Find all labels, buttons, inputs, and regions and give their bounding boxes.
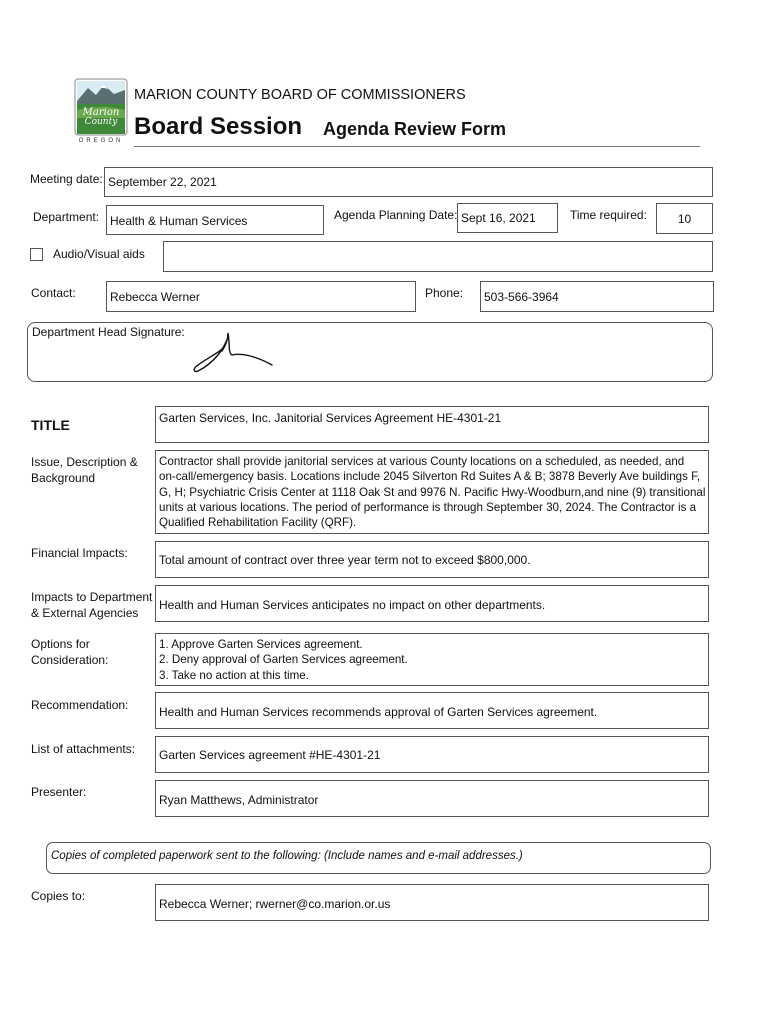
impacts-label-line2: & External Agencies	[31, 606, 139, 620]
issue-field[interactable]	[155, 450, 709, 534]
options-label-line1: Options for	[31, 637, 90, 651]
meeting-date-field[interactable]	[104, 167, 713, 197]
options-text	[159, 637, 705, 683]
time-required-value: 10	[677, 212, 692, 226]
impacts-label	[31, 590, 152, 621]
options-field[interactable]	[155, 633, 709, 686]
phone-value: 503-566-3964	[484, 290, 559, 304]
impacts-label-line1: Impacts to Department	[31, 590, 153, 604]
issue-line: units at various locations. The period of performance is through September 30, 2024. The Contractor is a	[159, 500, 697, 514]
options-label-line2: Consideration:	[31, 653, 109, 667]
option-item: 1. Approve Garten Services agreement.	[159, 638, 363, 651]
phone-label: Phone:	[425, 286, 464, 300]
header-divider	[134, 146, 700, 147]
department-field[interactable]	[106, 205, 324, 235]
financial-label: Financial Impacts:	[31, 546, 128, 560]
presenter-label: Presenter:	[31, 785, 87, 799]
meeting-date-label: Meeting date:	[30, 172, 103, 186]
attachments-field[interactable]	[155, 736, 709, 773]
issue-label-line2: Background	[31, 471, 96, 485]
copies-note-text: Copies of completed paperwork sent to the following: (Include names and e-mail addresses.)	[51, 850, 523, 862]
av-field[interactable]	[163, 241, 713, 272]
option-item: 2. Deny approval of Garten Services agreement.	[159, 653, 408, 667]
contact-value: Rebecca Werner	[110, 290, 200, 304]
form-title-sub: Agenda Review Form	[323, 119, 507, 139]
impacts-field[interactable]	[155, 585, 709, 622]
presenter-value: Ryan Matthews, Administrator	[159, 793, 319, 807]
copies-note-box	[46, 842, 711, 874]
recommendation-field[interactable]	[155, 692, 709, 729]
title-value: Garten Services, Inc. Janitorial Services Agreement HE-4301-21	[159, 411, 502, 425]
title-section-label: TITLE	[31, 417, 70, 433]
issue-line: Qualified Rehabilitation Facility (QRF).	[159, 516, 357, 530]
copies-value: Rebecca Werner; rwerner@co.marion.or.us	[159, 897, 391, 911]
planning-date-field[interactable]	[457, 203, 558, 233]
logo-state-text: OREGON	[78, 138, 124, 144]
attachments-value: Garten Services agreement #HE-4301-21	[159, 748, 381, 762]
issue-label	[31, 455, 138, 486]
phone-field[interactable]	[480, 281, 714, 312]
department-label: Department:	[33, 210, 100, 224]
meeting-date-value: September 22, 2021	[108, 175, 217, 189]
copies-label: Copies to:	[31, 889, 86, 903]
department-value: Health & Human Services	[110, 214, 248, 228]
signature-box[interactable]	[27, 322, 713, 382]
org-name: MARION COUNTY BOARD OF COMMISSIONERS	[134, 87, 466, 103]
issue-label-line1: Issue, Description &	[31, 455, 138, 469]
logo-text-line2: County	[84, 117, 118, 127]
contact-label: Contact:	[31, 286, 76, 300]
attachments-label: List of attachments:	[31, 742, 136, 756]
time-required-label: Time required:	[570, 208, 647, 222]
presenter-field[interactable]	[155, 780, 709, 817]
recommendation-label: Recommendation:	[31, 698, 129, 712]
financial-value: Total amount of contract over three year term not to exceed $800,000.	[159, 553, 531, 567]
time-required-field[interactable]	[656, 203, 713, 234]
logo-text-line1: Marion	[82, 107, 120, 118]
signature-label: Department Head Signature:	[32, 325, 185, 339]
issue-line: on-call/emergency basis. Locations include 2045 Silverton Rd Suites A & B; 3878 Beverly Ave buildings F,	[159, 470, 701, 484]
av-checkbox[interactable]	[30, 248, 43, 261]
issue-line: Contractor shall provide janitorial services at various County locations on a scheduled, as needed, and	[159, 455, 685, 468]
copies-field[interactable]	[155, 884, 709, 921]
impacts-value: Health and Human Services anticipates no impact on other departments.	[159, 598, 546, 612]
contact-field[interactable]	[106, 281, 416, 312]
planning-date-label: Agenda Planning Date:	[334, 208, 458, 222]
title-field[interactable]	[155, 406, 709, 443]
recommendation-value: Health and Human Services recommends approval of Garten Services agreement.	[159, 705, 598, 719]
options-label	[31, 637, 108, 668]
signature-scribble	[188, 329, 298, 379]
issue-text	[159, 454, 705, 530]
issue-line: G, H; Psychiatric Crisis Center at 1118 Oak St and 9976 N. Pacific Hwy-Woodburn,and nine (9) transitional	[159, 485, 706, 499]
planning-date-value: Sept 16, 2021	[461, 211, 536, 225]
financial-field[interactable]	[155, 541, 709, 578]
form-title-main: Board Session	[134, 113, 303, 140]
option-item: 3. Take no action at this time.	[159, 668, 309, 682]
av-label: Audio/Visual aids	[53, 247, 145, 261]
marion-county-logo	[74, 78, 128, 148]
